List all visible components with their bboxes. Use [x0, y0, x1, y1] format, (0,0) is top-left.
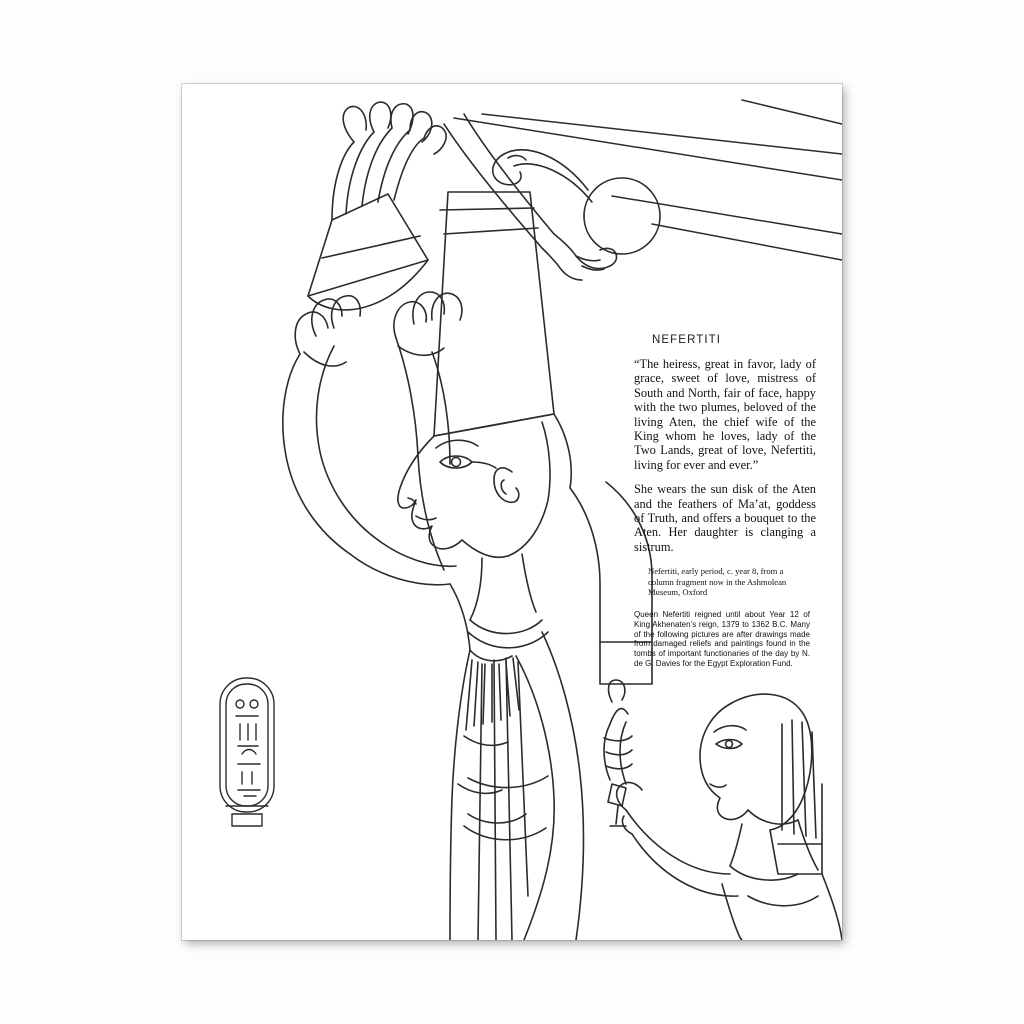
historical-note: Queen Nefertiti reigned until about Year 12 of King Akhenaten’s reign, 1379 to 1362 B.C. Many of the following pictures are after drawings made from damaged reliefs and paintings found in the tombs of important functionaries of the day by N. de G. Davies for the Egypt Exploration Fund. [634, 610, 810, 669]
aten-rays [454, 100, 842, 260]
scanned-book-page [182, 84, 842, 940]
inscription-quote: “The heiress, great in favor, lady of grace, sweet of love, mistress of South and North, fair of face, happy with the two plumes, beloved of the living Aten, the chief wife of the King whom he loves, lady of the Two Lands, great of love, Nefertiti, living for ever and ever.” [634, 357, 816, 472]
caption-text-column [634, 334, 816, 669]
neck-and-collar [468, 554, 548, 648]
arms-and-hands [283, 292, 462, 585]
lotus-bouquet [308, 102, 446, 310]
nefertiti-crown [434, 192, 571, 488]
description-paragraph: She wears the sun disk of the Aten and the feathers of Ma’at, goddess of Truth, and offers a bouquet to the Aten. Her daughter is clanging a sistrum. [634, 482, 816, 554]
princess-with-sistrum [617, 694, 842, 940]
figure-title: NEFERTITI [652, 334, 722, 346]
royal-cartouche [220, 678, 274, 826]
aten-sun-disk [584, 178, 660, 254]
image-credit: Nefertiti, early period, c. year 8, from a column fragment now in the Ashmolean Museum, Oxford [648, 566, 787, 598]
sistrum [604, 680, 632, 826]
nefertiti-body [450, 584, 583, 940]
